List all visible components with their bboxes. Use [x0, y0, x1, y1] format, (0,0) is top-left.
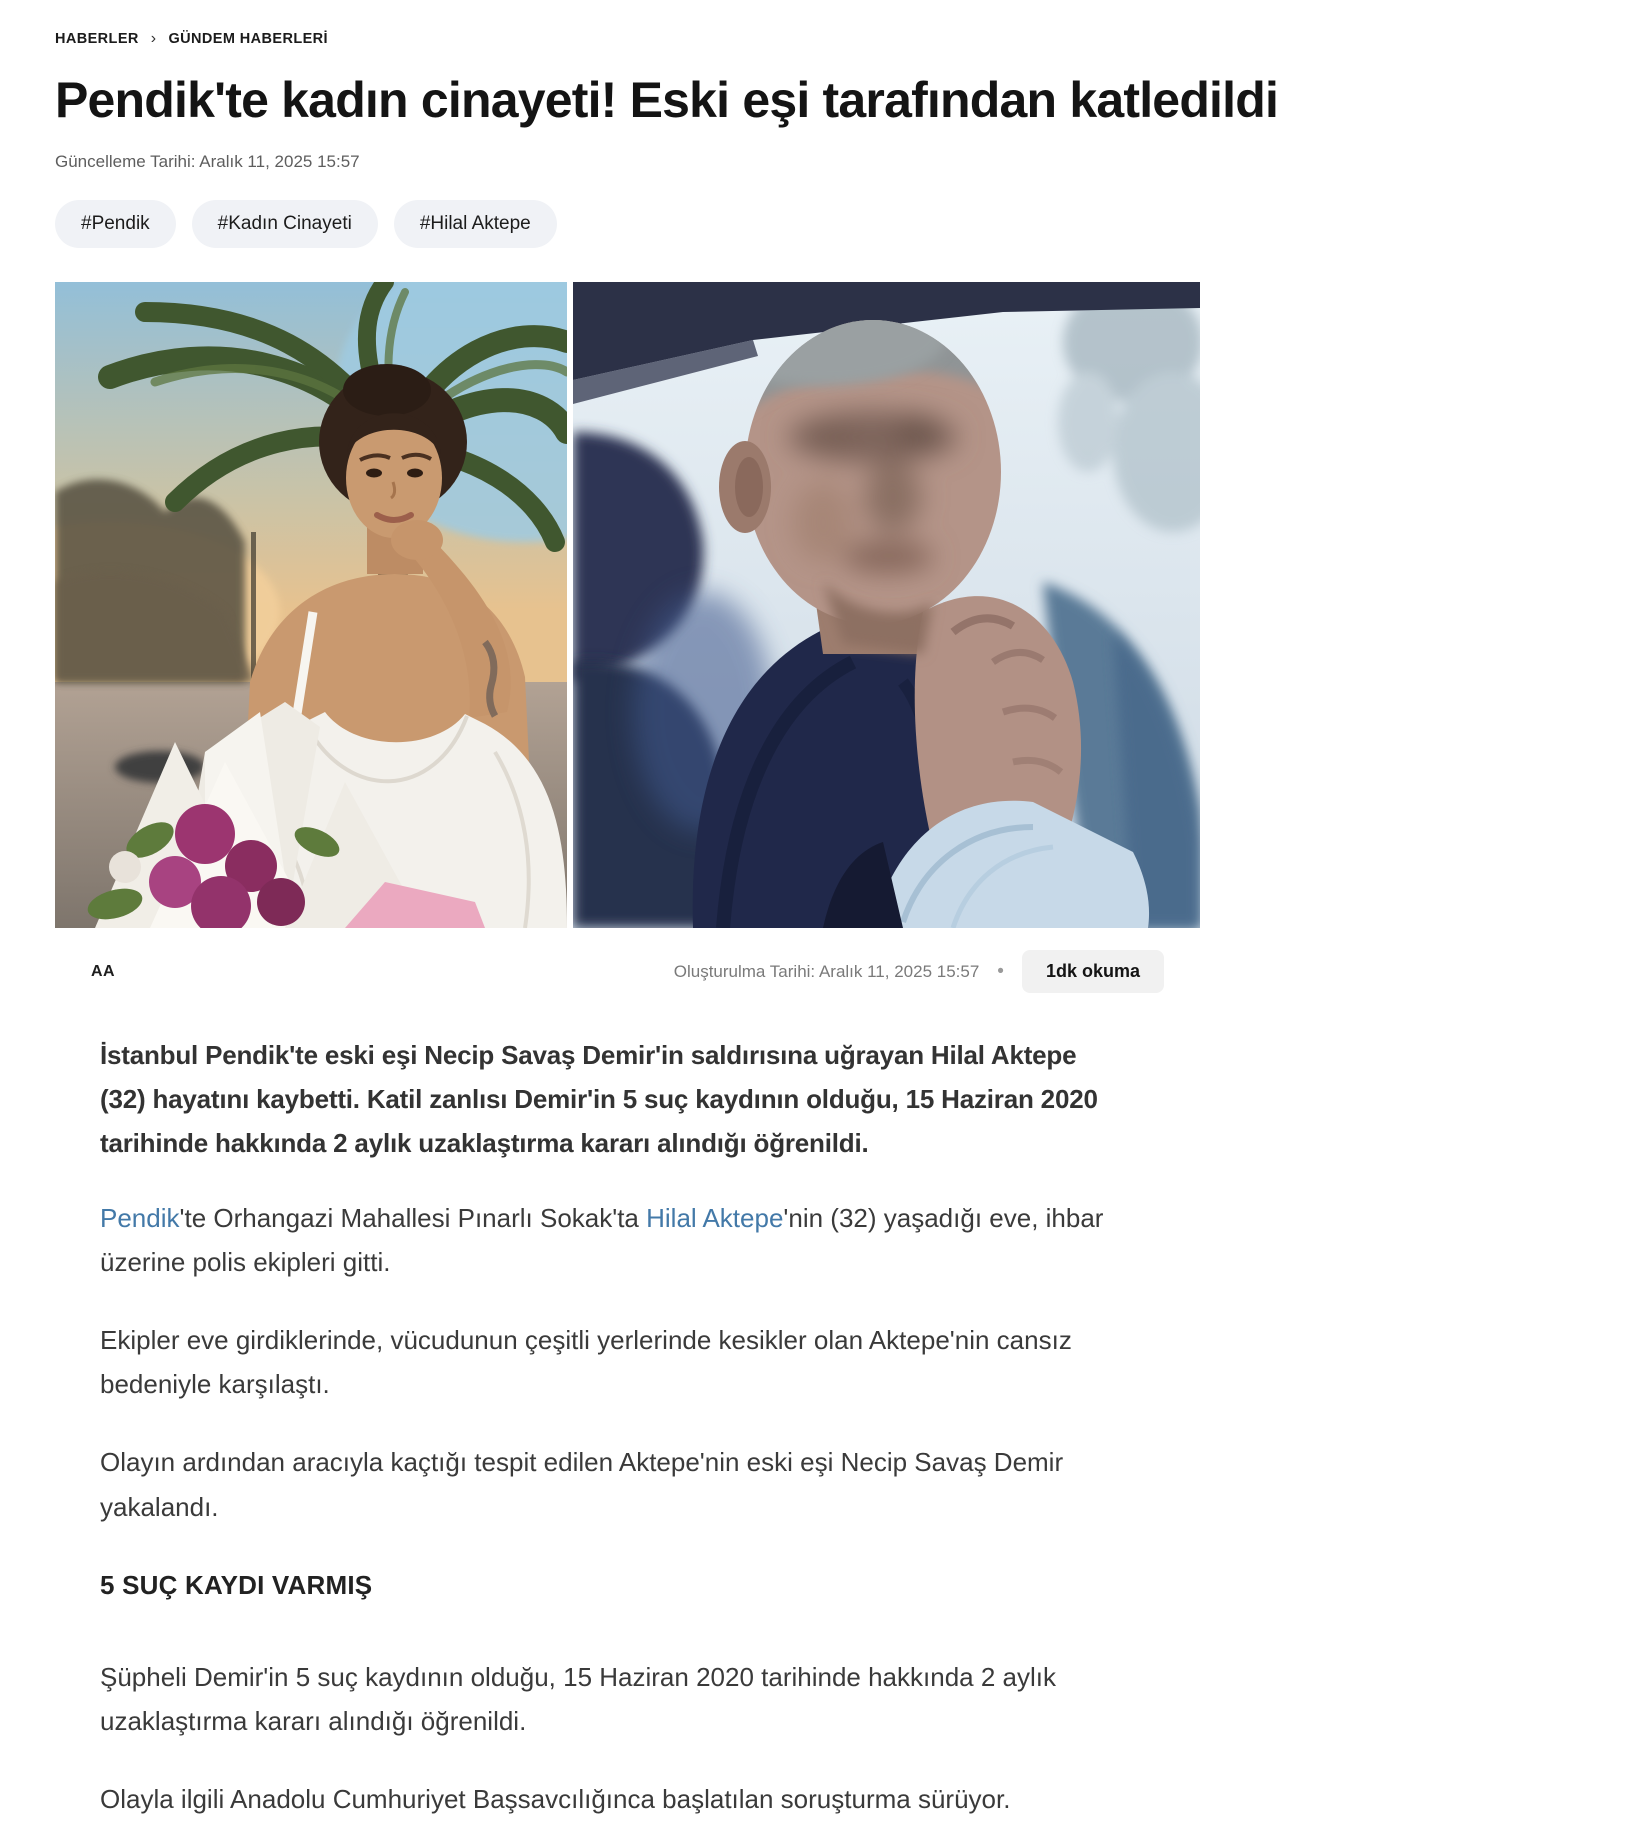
paragraph-1-text-b: 'nin (32) yaşadığı eve, ihbar üzerine polis ekipleri gitti. [100, 1202, 1104, 1277]
update-date: Güncelleme Tarihi: Aralık 11, 2025 15:57 [55, 152, 360, 171]
reading-time-badge: 1dk okuma [1022, 950, 1164, 993]
article-hero-image [55, 282, 1200, 928]
breadcrumb [55, 30, 1650, 48]
article-paragraph-3: Olayın ardından aracıyla kaçtığı tespit edilen Aktepe'nin eski eşi Necip Savaş Demir yakalandı. [100, 1447, 1064, 1522]
breadcrumb-separator-icon: › [150, 30, 157, 47]
photo-credit: AA [91, 962, 116, 980]
created-date: Oluşturulma Tarihi: Aralık 11, 2025 15:57 [673, 961, 980, 981]
dot-separator: • [997, 960, 1004, 982]
breadcrumb-item-haberler[interactable]: HABERLER [55, 31, 139, 47]
suspect-photo [573, 282, 1200, 928]
link-pendik[interactable]: Pendik [100, 1202, 180, 1233]
page-title: Pendik'te kadın cinayeti! Eski eşi tarafından katledildi [55, 72, 1279, 128]
article-paragraph-1 [100, 1196, 1112, 1284]
article-lead: İstanbul Pendik'te eski eşi Necip Savaş Demir'in saldırısına uğrayan Hilal Aktepe (32) hayatını kaybetti. Katil zanlısı Demir'in 5 suç kaydının olduğu, 15 Haziran 2020 tarihinde hakkında 2 aylık uzaklaştırma kararı alındığı öğrenildi. [100, 1040, 1098, 1159]
article-paragraph-2: Ekipler eve girdiklerinde, vücudunun çeşitli yerlerinde kesikler olan Aktepe'nin cansız bedeniyle karşılaştı. [100, 1324, 1072, 1400]
tag-list [55, 200, 1650, 248]
breadcrumb-item-gundem-haberleri[interactable]: GÜNDEM HABERLERİ [168, 31, 328, 47]
tag-chip-kadin-cinayeti[interactable]: #Kadın Cinayeti [192, 200, 378, 248]
image-meta-row [55, 950, 1200, 993]
paragraph-1-text-a: 'te Orhangazi Mahallesi Pınarlı Sokak'ta [179, 1202, 647, 1233]
article-body [100, 1033, 1112, 1821]
article-paragraph-4: Şüpheli Demir'in 5 suç kaydının olduğu, 15 Haziran 2020 tarihinde hakkında 2 aylık uzaklaştırma kararı alındığı öğrenildi. [100, 1661, 1056, 1737]
tag-chip-pendik[interactable]: #Pendik [55, 200, 176, 248]
victim-photo [55, 282, 567, 928]
article-paragraph-5: Olayla ilgili Anadolu Cumhuriyet Başsavcılığınca başlatılan soruşturma sürüyor. [100, 1784, 1011, 1815]
tag-chip-hilal-aktepe[interactable]: #Hilal Aktepe [394, 200, 557, 248]
article-meta [674, 950, 1164, 993]
article-subheading: 5 SUÇ KAYDI VARMIŞ [100, 1569, 373, 1600]
link-hilal-aktepe[interactable]: Hilal Aktepe [646, 1202, 784, 1233]
